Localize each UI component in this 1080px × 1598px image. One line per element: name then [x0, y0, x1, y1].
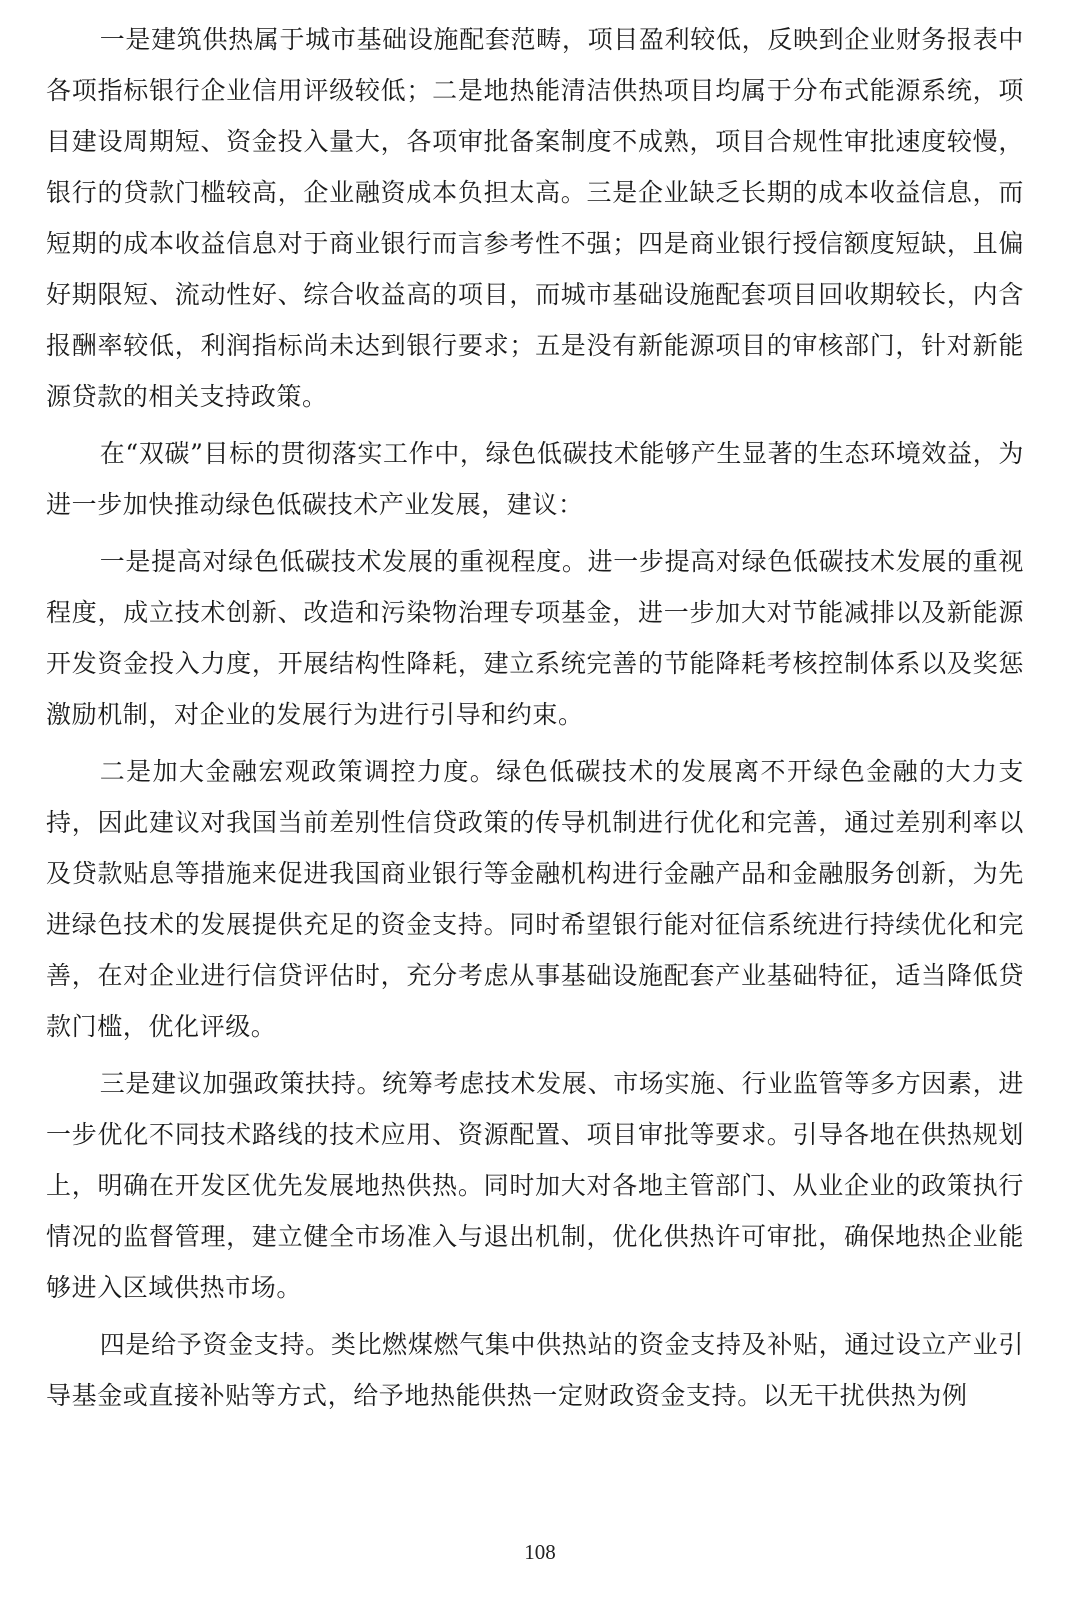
- document-body: [46, 14, 1024, 1427]
- paragraph-dual-carbon-intro: 在“双碳”目标的贯彻落实工作中，绿色低碳技术能够产生显著的生态环境效益，为进一步加快推动绿色低碳技术产业发展，建议：: [46, 439, 1024, 519]
- paragraph-suggestion-2: 二是加大金融宏观政策调控力度。绿色低碳技术的发展离不开绿色金融的大力支持，因此建议对我国当前差别性信贷政策的传导机制进行优化和完善，通过差别利率以及贷款贴息等措施来促进我国商业银行等金融机构进行金融产品和金融服务创新，为先进绿色技术的发展提供充足的资金支持。同时希望银行能对征信系统进行持续优化和完善，在对企业进行信贷评估时，充分考虑从事基础设施配套产业基础特征，适当降低贷款门槛，优化评级。: [46, 757, 1024, 1041]
- paragraph-suggestion-1: 一是提高对绿色低碳技术发展的重视程度。进一步提高对绿色低碳技术发展的重视程度，成立技术创新、改造和污染物治理专项基金，进一步加大对节能减排以及新能源开发资金投入力度，开展结构性降耗，建立系统完善的节能降耗考核控制体系以及奖惩激励机制，对企业的发展行为进行引导和约束。: [46, 547, 1024, 729]
- paragraph-suggestion-3: 三是建议加强政策扶持。统筹考虑技术发展、市场实施、行业监管等多方因素，进一步优化不同技术路线的技术应用、资源配置、项目审批等要求。引导各地在供热规划上，明确在开发区优先发展地热供热。同时加大对各地主管部门、从业企业的政策执行情况的监督管理，建立健全市场准入与退出机制，优化供热许可审批，确保地热企业能够进入区域供热市场。: [46, 1069, 1024, 1302]
- page-number: 108: [524, 1540, 556, 1564]
- paragraph-suggestion-4: 四是给予资金支持。类比燃煤燃气集中供热站的资金支持及补贴，通过设立产业引导基金或直接补贴等方式，给予地热能供热一定财政资金支持。以无干扰供热为例: [46, 1330, 1024, 1410]
- paragraph-financing-obstacles: 一是建筑供热属于城市基础设施配套范畴，项目盈利较低，反映到企业财务报表中各项指标银行企业信用评级较低；二是地热能清洁供热项目均属于分布式能源系统，项目建设周期短、资金投入量大，各项审批备案制度不成熟，项目合规性审批速度较慢，银行的贷款门槛较高，企业融资成本负担太高。三是企业缺乏长期的成本收益信息，而短期的成本收益信息对于商业银行而言参考性不强；四是商业银行授信额度短缺，且偏好期限短、流动性好、综合收益高的项目，而城市基础设施配套项目回收期较长，内含报酬率较低，利润指标尚未达到银行要求；五是没有新能源项目的审核部门，针对新能源贷款的相关支持政策。: [46, 25, 1024, 411]
